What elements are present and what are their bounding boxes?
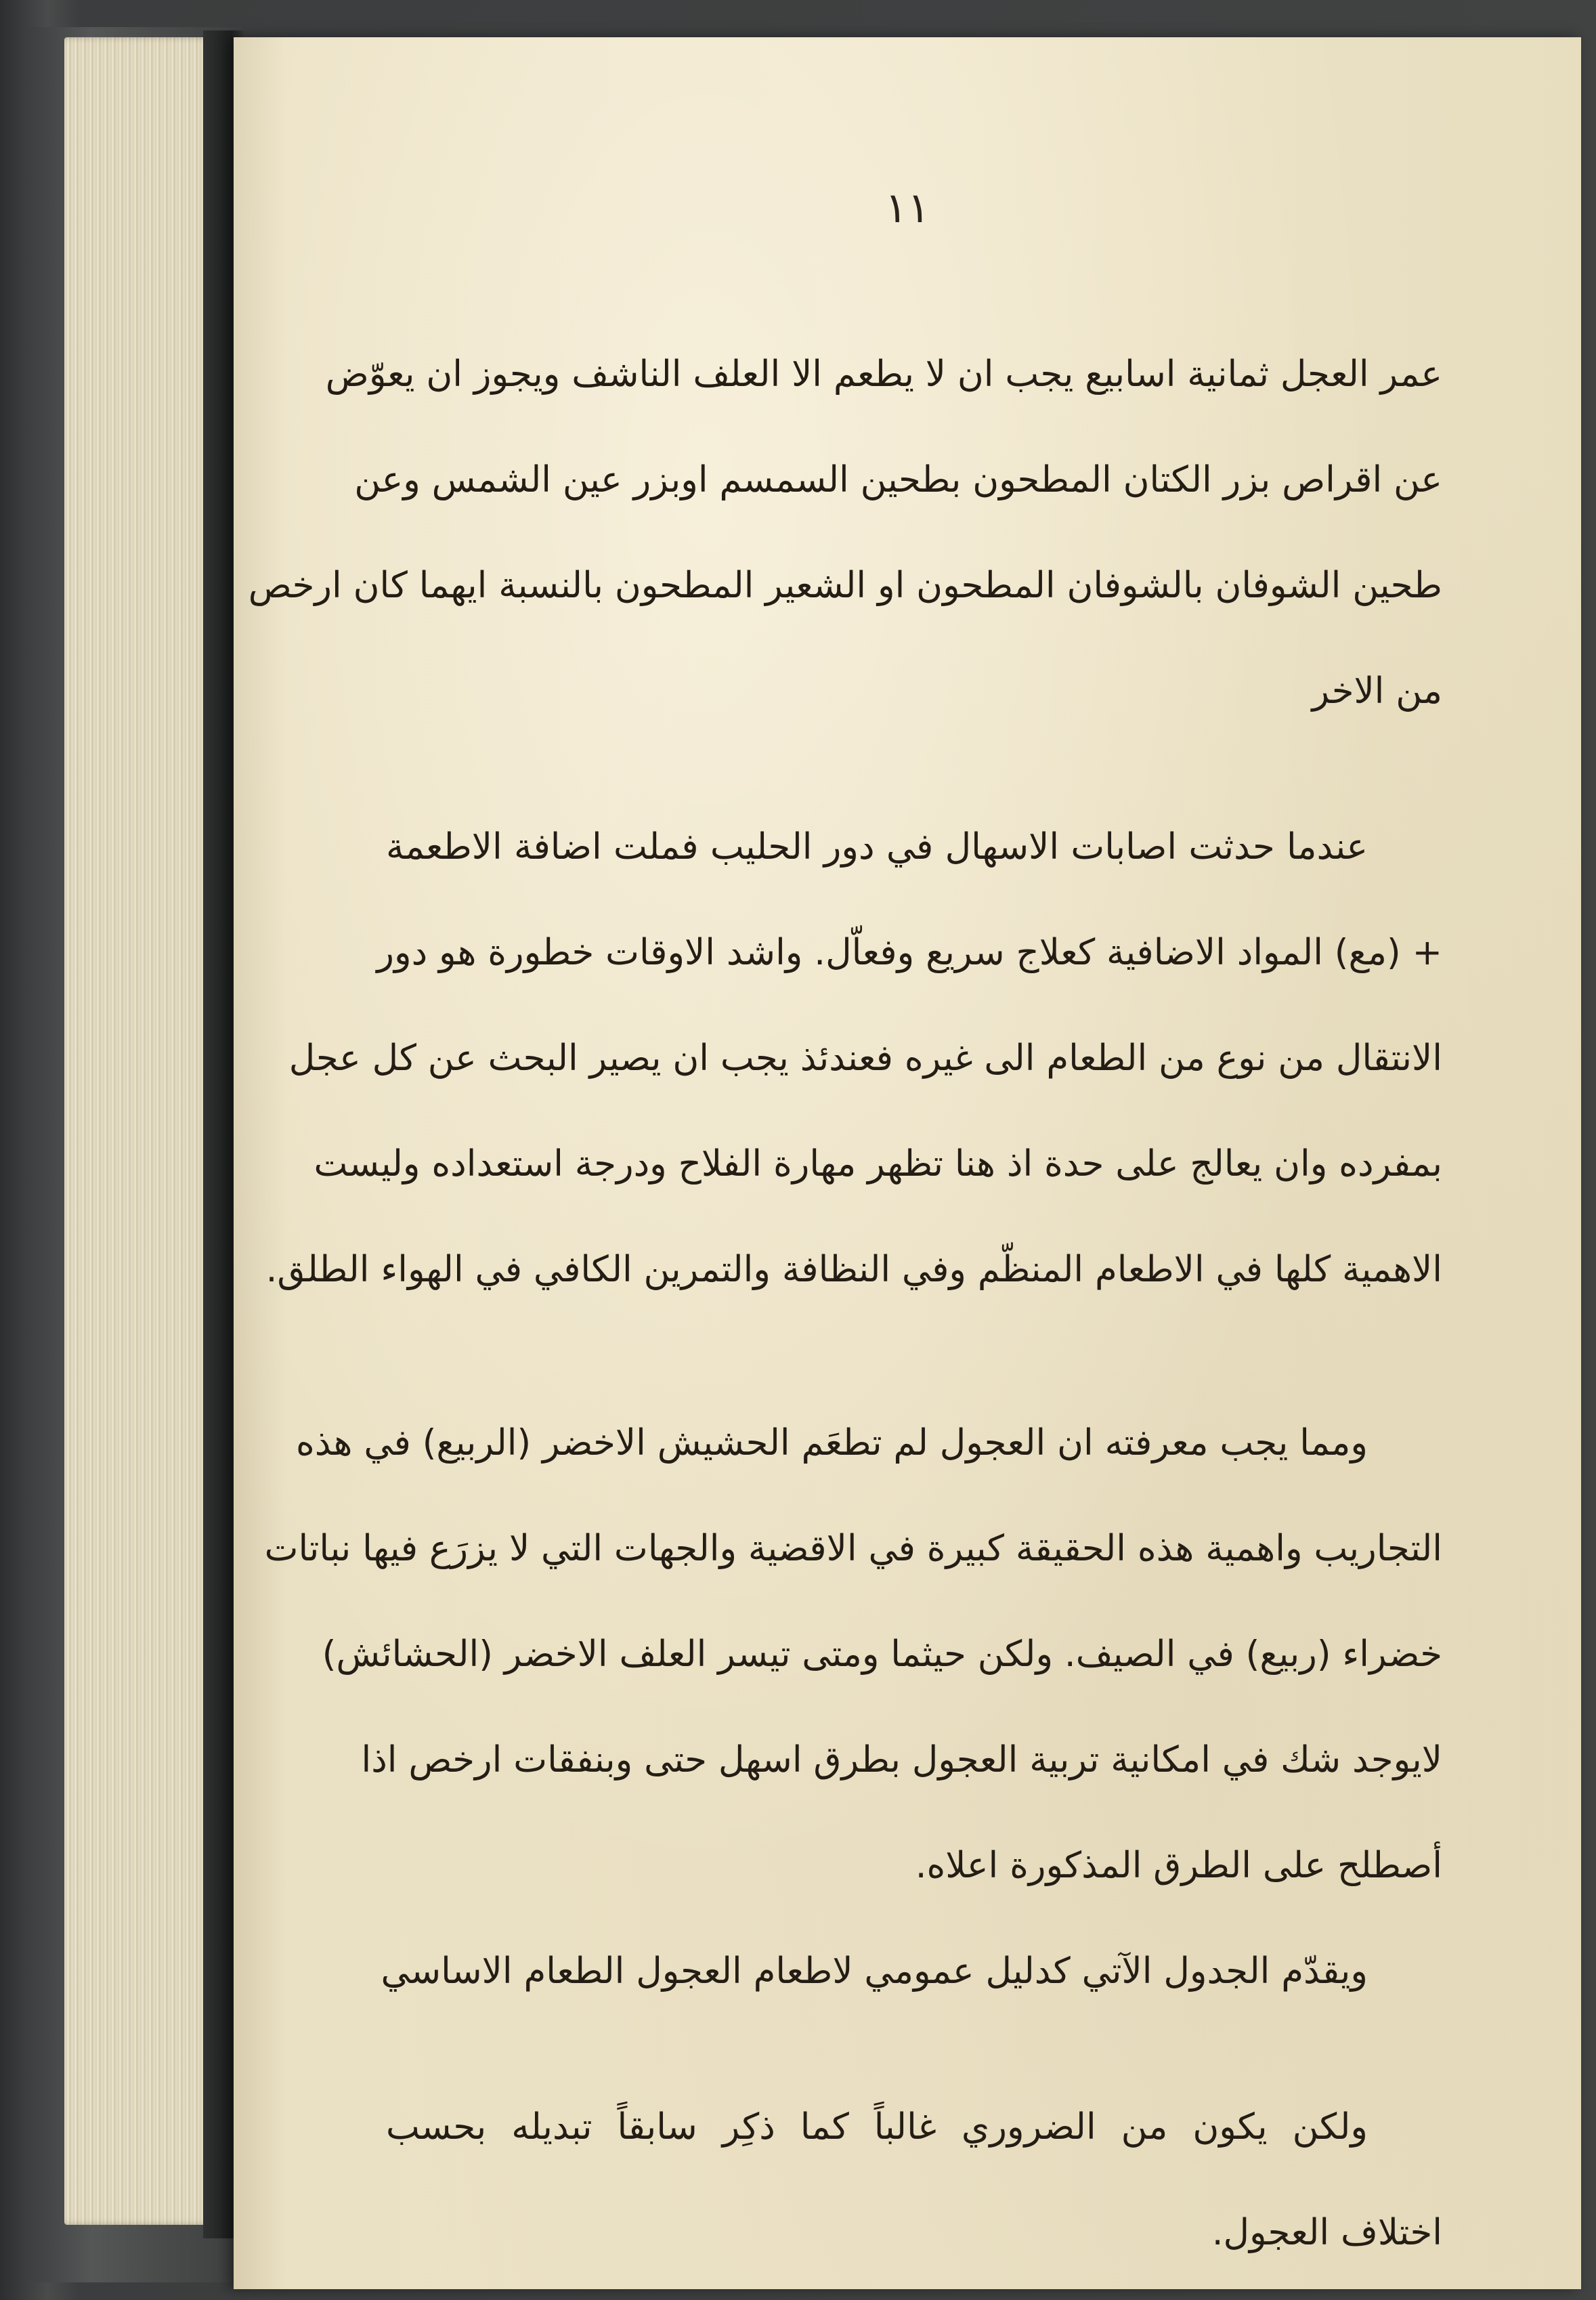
paragraph-gap: [386, 1323, 1442, 1390]
text-line: خضراء (ربيع) في الصيف. ولكن حيثما ومتى تيسر العلف الاخضر (الحشائش): [322, 1634, 1442, 1675]
text-line: اختلاف العجول.: [1211, 2212, 1442, 2253]
page-edges: [64, 37, 210, 2225]
body-text: [248, 322, 1442, 2286]
text-line: ويقدّم الجدول الآتي كدليل عمومي لاطعام العجول الطعام الاساسي: [381, 1951, 1368, 1992]
text-line: عمر العجل ثمانية اسابيع يجب ان لا يطعم الا العلف الناشف ويجوز ان يعوّض: [325, 354, 1442, 395]
text-line: بمفرده وان يعالج على حدة اذ هنا تظهر مهارة الفلاح ودرجة استعداده وليست: [314, 1143, 1442, 1185]
text-line: طحين الشوفان بالشوفان المطحون او الشعير المطحون بالنسبة ايهما كان ارخص: [248, 565, 1442, 606]
paragraph-3: [264, 1390, 1442, 1919]
text-line: لايوجد شك في امكانية تربية العجول بطرق اسهل حتى وبنفقات ارخص اذا: [361, 1739, 1442, 1781]
paragraph-gap: [386, 2024, 1442, 2074]
paragraph-5: [386, 2074, 1442, 2286]
paragraph-1: [248, 322, 1442, 744]
text-line: عندما حدثت اصابات الاسهال في دور الحليب فملت اضافة الاطعمة: [386, 826, 1368, 868]
text-line: عن اقراص بزر الكتان المطحون بطحين السمسم اوبزر عين الشمس وعن: [354, 459, 1442, 501]
text-line: الانتقال من نوع من الطعام الى غيره فعندئذ يجب ان يصير البحث عن كل عجل: [288, 1038, 1442, 1079]
book-page: [234, 37, 1581, 2289]
text-line: ومما يجب معرفته ان العجول لم تطعَم الحشيش الاخضر (الربيع) في هذه: [295, 1422, 1368, 1464]
paragraph-gap: [386, 744, 1442, 794]
paragraph-2: [265, 794, 1442, 1323]
text-line: الاهمية كلها في الاطعام المنظّم وفي النظافة والتمرين الكافي في الهواء الطلق.: [265, 1249, 1442, 1290]
paragraph-4: [381, 1919, 1442, 2024]
text-line: من الاخر: [1312, 670, 1442, 712]
text-line: التجاريب واهمية هذه الحقيقة كبيرة في الاقضية والجهات التي لا يزرَع فيها نباتات: [264, 1528, 1442, 1569]
page-number: ١١: [884, 183, 930, 232]
text-line: ولكن يكون من الضروري غالباً كما ذكِر سابقاً تبديله بحسب: [386, 2106, 1368, 2148]
text-line: أصطلح على الطرق المذكورة اعلاه.: [915, 1845, 1442, 1886]
text-line: + (مع) المواد الاضافية كعلاج سريع وفعاّل. واشد الاوقات خطورة هو دور: [376, 932, 1442, 973]
